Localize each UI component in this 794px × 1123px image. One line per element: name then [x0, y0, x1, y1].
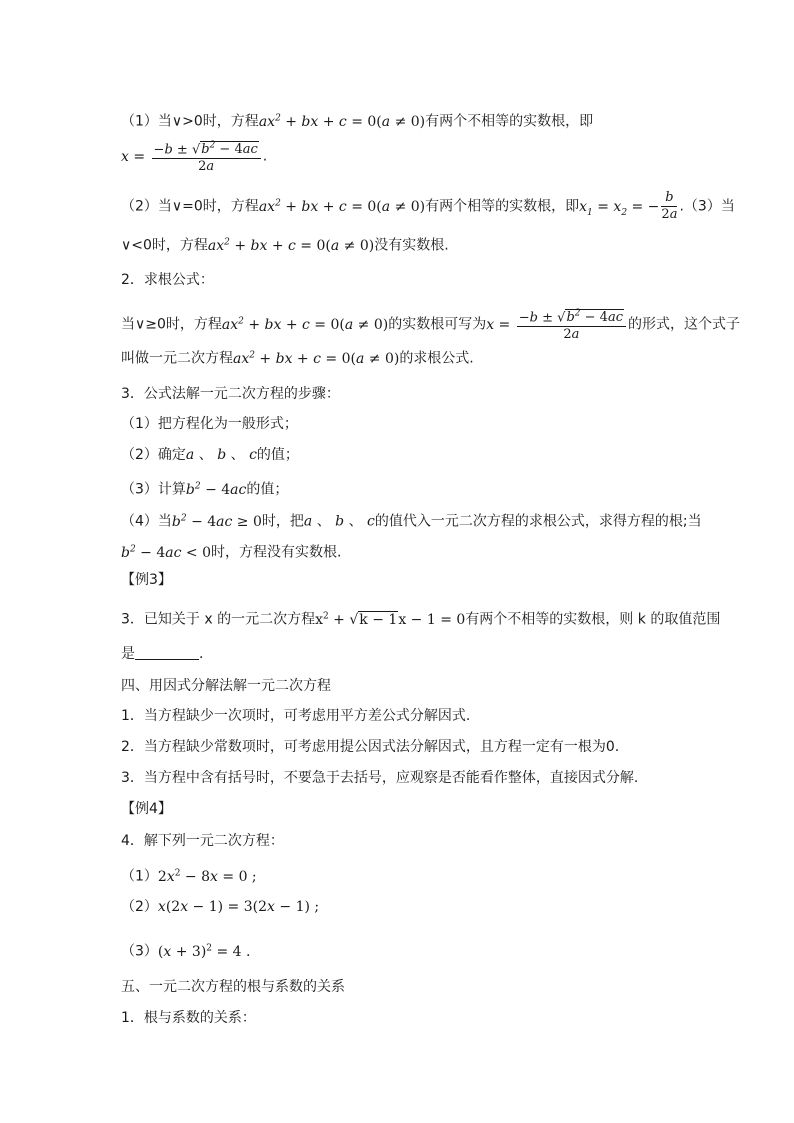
section-3-title: 3．公式法解一元二次方程的步骤：	[121, 386, 340, 402]
question-4-part-3	[121, 938, 250, 962]
case-1-label: （1）当	[121, 113, 172, 130]
question-4: 4．解下列一元二次方程：	[121, 833, 284, 849]
factoring-tip-1: 1．当方程缺少一次项时，可考虑用平方差公式分解因式.	[121, 708, 471, 724]
step-3	[121, 476, 288, 500]
discriminant-condition: $b^2 - 4ac \ge 0$	[171, 513, 262, 530]
section-5-title: 五、一元二次方程的根与系数的关系	[121, 979, 345, 995]
factoring-tip-3: 3．当方程中含有括号时，不要急于去括号，应观察是否能看作整体，直接因式分解.	[121, 770, 639, 786]
question-3-equation: $x^2 + √k - 1x - 1 = 0$	[315, 611, 466, 628]
case-1-line	[121, 108, 593, 132]
coefficient-a: a	[303, 513, 313, 530]
separator: 、	[312, 513, 336, 530]
coefficient-c: c	[249, 447, 257, 463]
definition-prefix: 当∨≥0时，方程	[121, 316, 222, 333]
step-4-prefix: （4）当	[121, 513, 172, 530]
step-4-continued	[121, 539, 341, 563]
step-4-mid: 时，把	[261, 513, 304, 530]
question-3-prefix: 3．已知关于 x 的一元二次方程	[121, 611, 316, 628]
case-1-text: 有两个不相等的实数根，即	[425, 113, 594, 130]
question-4-part-2	[121, 897, 319, 917]
case-2-label: （2）当	[121, 198, 172, 215]
equation-1: $2x^2 - 8x = 0$ ;	[157, 868, 257, 885]
case-3-text: 没有实数根.	[374, 237, 449, 254]
separator: 、	[226, 447, 250, 463]
separator: 、	[344, 513, 368, 530]
part-1-label: （1）	[121, 868, 158, 885]
part-2-label: （2）	[121, 899, 158, 915]
root-formula-line	[121, 138, 267, 175]
question-3	[121, 606, 720, 630]
quadratic-equation: $ax^2$ + bx + c = 0(a ≠ 0)	[221, 316, 389, 333]
equation-2: x(2x − 1) = 3(2x − 1) ;	[157, 899, 320, 915]
answer-blank[interactable]	[135, 645, 199, 660]
definition-prefix-2: 叫做一元二次方程	[121, 350, 233, 367]
quadratic-equation: $ax^2$ + bx + c = 0(a ≠ 0)	[207, 237, 375, 254]
case-3-condition: ∨<0时，方程	[121, 237, 208, 254]
formula-definition-line	[121, 306, 740, 343]
case-2-condition: ∨=0时，方程	[171, 198, 259, 215]
coefficients: a	[185, 447, 195, 463]
question-3-suffix: 有两个不相等的实数根，则 k 的取值范围	[465, 611, 721, 628]
coefficient-c: c	[367, 513, 375, 530]
discriminant-negative: $b^2 - 4ac < 0$	[121, 544, 211, 561]
case-3-label: .（3）当	[679, 198, 735, 215]
part-3-label: （3）	[121, 943, 158, 960]
definition-mid: 的实数根可写为	[388, 316, 487, 333]
equation-3: $(x + 3)^2 = 4$ .	[157, 943, 251, 960]
step-4-text: 的值代入一元二次方程的求根公式，求得方程的根;当	[374, 513, 702, 530]
case-2-text: 有两个相等的实数根，即	[425, 198, 580, 215]
formula-definition-line-2	[121, 345, 474, 369]
answer-prefix: 是	[121, 646, 135, 662]
question-4-part-1	[121, 863, 257, 887]
root-formula: x = $\frac{-b \pm √b^2 - 4ac}{2a}$	[121, 149, 263, 165]
equal-roots-formula: $x_1 = x_2$ = − $\frac{b}{2a}$	[579, 190, 678, 222]
step-2-prefix: （2）确定	[121, 447, 186, 463]
quadratic-equation: $ax^2$ + bx + c = 0(a ≠ 0)	[258, 113, 426, 130]
example-4-label: 【例4】	[121, 801, 172, 817]
separator: 、	[194, 447, 218, 463]
factoring-tip-2: 2．当方程缺少常数项时，可考虑用提公因式法分解因式，且方程一定有一根为0.	[121, 739, 620, 755]
section-2-title: 2．求根公式：	[121, 272, 214, 288]
step-3-suffix: 的值；	[246, 481, 289, 498]
example-3-label: 【例3】	[121, 572, 172, 588]
definition-suffix: 的形式，这个式子	[627, 316, 740, 333]
step-2-suffix: 的值；	[256, 447, 299, 463]
coefficient-b: b	[335, 513, 345, 530]
step-4	[121, 508, 702, 532]
case-2-line	[121, 190, 735, 223]
step-1: （1）把方程化为一般形式；	[121, 416, 298, 432]
case-1-condition: ∨>0时，方程	[171, 113, 259, 130]
question-3-answer	[121, 644, 203, 664]
coefficient-b: b	[217, 447, 227, 463]
section-5-item-1: 1．根与系数的关系：	[121, 1010, 256, 1026]
quadratic-equation: $ax^2$ + bx + c = 0(a ≠ 0)	[233, 350, 400, 367]
quadratic-equation: $ax^2$ + bx + c = 0(a ≠ 0)	[258, 197, 426, 215]
case-3-line	[121, 232, 449, 256]
answer-suffix: .	[199, 646, 204, 662]
definition-suffix-2: 的求根公式.	[399, 350, 474, 367]
section-4-title: 四、用因式分解法解一元二次方程	[121, 678, 331, 694]
step-3-prefix: （3）计算	[121, 481, 186, 498]
step-4-suffix: 时，方程没有实数根.	[210, 544, 342, 561]
formula-period: .	[262, 148, 268, 165]
step-2	[121, 445, 299, 465]
discriminant: $b^2 - 4ac$	[185, 481, 247, 498]
root-formula: x = $\frac{-b \pm √b^2 - 4ac}{2a}$	[486, 317, 628, 333]
